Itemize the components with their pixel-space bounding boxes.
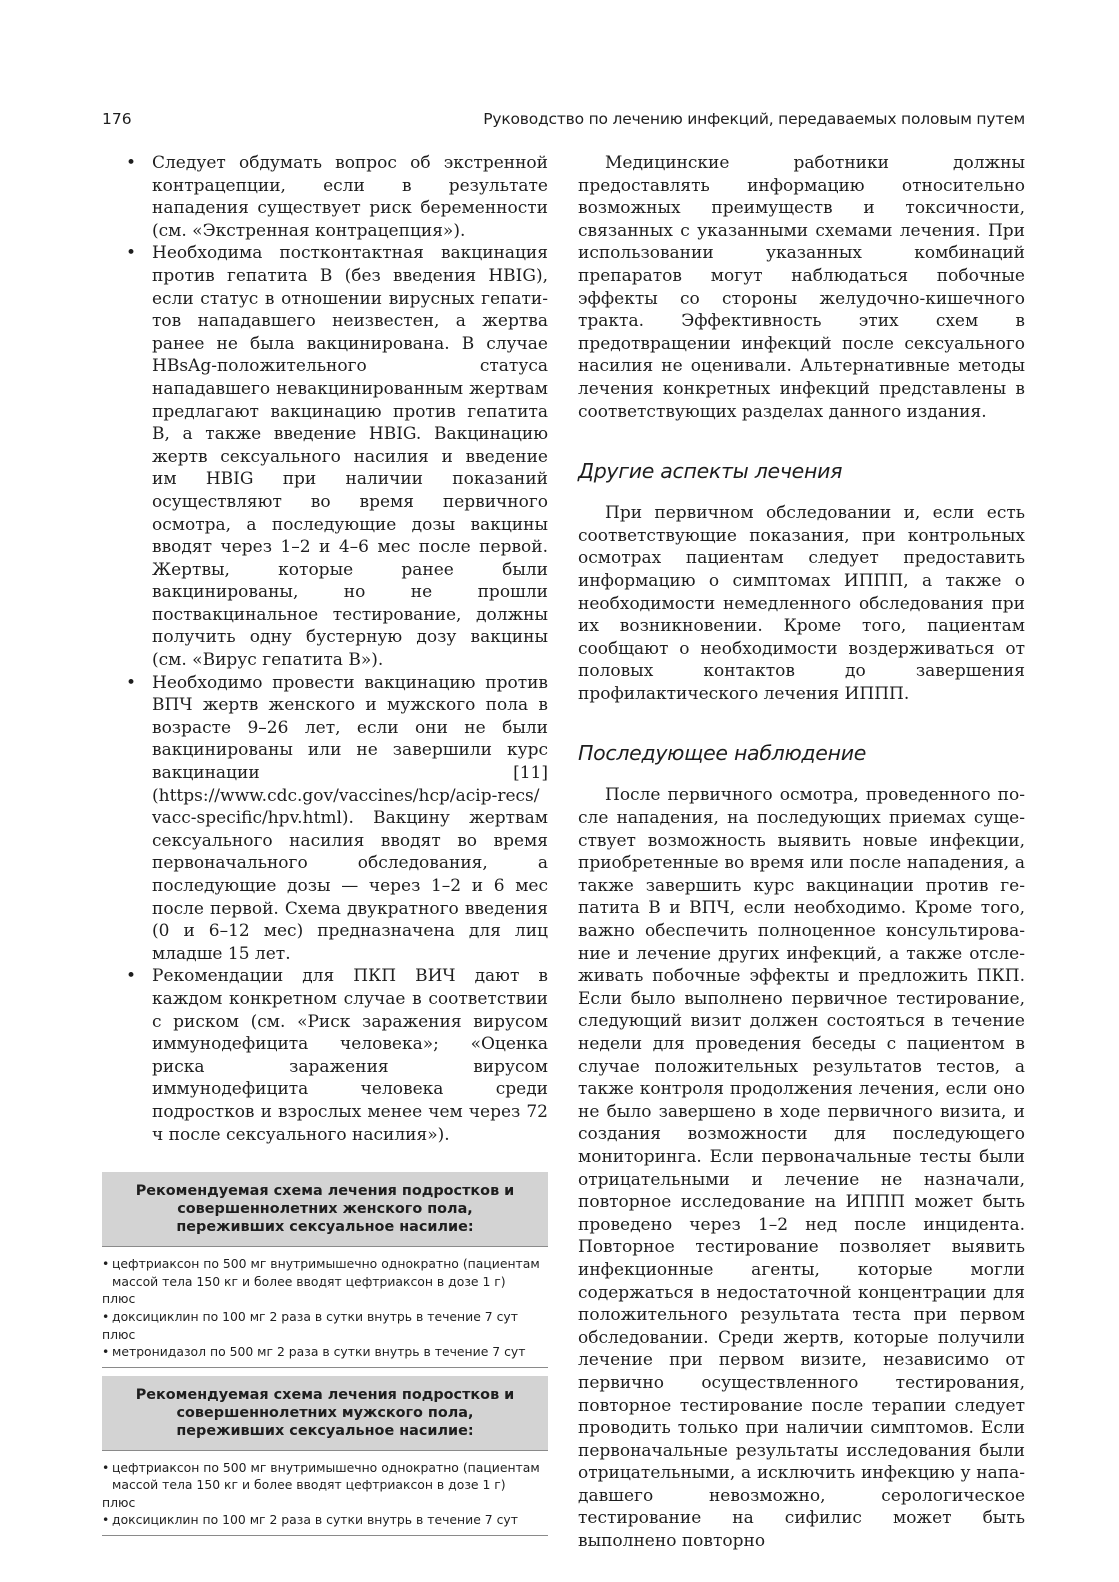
- running-header: [102, 110, 1025, 134]
- bullet-hpv-vaccination: • Необходимо провести вакцинацию против ВПЧ жертв женского и мужского пола в возрасте 9–26 лет, если они не были вакцинированы или не завершили курс вакцинации [11] (https://www.cdc.gov/vaccines/hcp/acip-recs/ vacc-specific/hpv.html). Вакцину жертвам сексуального насилия вводят во время первоначального обследования, а последующие дозы — через 1–2 и 6 мес после первой. Схема двукратного введения (0 и 6–12 мес) предназначена для лиц младше 15 лет.: [102, 672, 548, 966]
- bullet-list: [102, 152, 548, 1146]
- section-heading-follow-up: Последующее наблюдение: [578, 741, 867, 766]
- regimen-plus: плюс: [102, 1326, 136, 1342]
- regimen-item-ceftriaxone: • цефтриаксон по 500 мг внутримышечно однократно (пациентам массой тела 150 кг и более вводят цефтриаксон в дозе 1 г): [102, 1459, 548, 1494]
- regimen-plus: плюс: [102, 1494, 136, 1510]
- regimen-item-doxycycline: • доксициклин по 100 мг 2 раза в сутки внутрь в течение 7 сут: [102, 1511, 548, 1529]
- bullet-hiv-pep: • Рекомендации для ПКП ВИЧ дают в каждом конкретном случае в соответствии с риском (см. «Риск заражения вирусом иммунодефицита человека»; «Оценка риска заражения вирусом иммунодефицита человека среди подростков и взрослых менее чем через 72 ч после сексуального насилия»).: [102, 965, 548, 1146]
- other-aspects-paragraph: При первичном обследовании и, если есть соответствующие показания, при контрольных осмотрах пациентам следует предоставить информацию о симптомах ИППП, а также о необходимости немедленного обследования при их возникновении. Кроме того, пациентам сообщают о необходимости воздерживаться от половых контактов до завершения профилактического лечения ИППП.: [578, 503, 1025, 704]
- section-heading-other-aspects: Другие аспекты лечения: [578, 459, 843, 484]
- left-column: [102, 152, 548, 1536]
- follow-up-paragraph: После первичного осмотра, проведенного после нападения, на последующих приемах существует возможность выявить новые инфекции, приобретенные во время или после нападения, а также завершить курс вакцинации против гепатита В и ВПЧ, если необходимо. Кроме того, важно обеспечить полноценное консультирование и лечение других инфекций, а также отслеживать побочные эффекты и предложить ПКП. Если было выполнено первичное тестирование, следующий визит должен состояться в течение недели для проведения беседы с пациентом в случае положительных результатов тестов, а также контроля продолжения лечения, если оно не было завершено в ходе первичного визита, и создания возможности для последующего мониторинга. Если первоначальные тесты были отрицательными и лечение не назначали, повторное исследование на ИППП может быть проведено через 1–2 нед после инцидента. Повторное тестирование позволяет выявить инфекционные агенты, которые могли содержаться в недостаточной концентрации для положительного результата теста при первом обследовании. Среди жертв, которые получили лечение при первом визите, независимо от первично осуществленного тестирования, повторное тестирование после терапии следует проводить только при наличии симптомов. Если первоначальные результаты исследования были отрицательными, а исключить инфекцию у нападавшего невозможно, серологическое тестирование на сифилис может быть выполнено повторно: [578, 785, 1025, 1552]
- bullet-hepatitis-b-vaccination: • Необходима постконтактная вакцинация против гепатита В (без введения HBIG), если статус в отношении вирусных гепатитов нападавшего неизвестен, а жертва ранее не была вакцинирована. В случае HBsAg-положительного статуса нападавшего невакцинированным жертвам предлагают вакцинацию против гепатита В, а также введение HBIG. Вакцинацию жертв сексуального насилия и введение им HBIG при наличии показаний осуществляют во время первичного осмотра, а последующие дозы вакцины вводят через 1–2 и 4–6 мес после первой. Жертвы, которые ранее были вакцинированы, но не прошли поствакцинальное тестирование, должны получить одну бустерную дозу вакцины (см. «Вирус гепатита В»).: [102, 242, 548, 671]
- regimen-item-ceftriaxone: • цефтриаксон по 500 мг внутримышечно однократно (пациентам массой тела 150 кг и более вводят цефтриаксон в дозе 1 г): [102, 1255, 548, 1290]
- regimen-title: Рекомендуемая схема лечения подростков и совершеннолетних мужского пола, переживших сексуальное насилие:: [102, 1376, 548, 1451]
- regimen-title: Рекомендуемая схема лечения подростков и совершеннолетних женского пола, переживших сексуальное насилие:: [102, 1172, 548, 1247]
- regimen-list: [102, 1451, 548, 1536]
- right-column: [578, 152, 1025, 1553]
- regimen-box-female: [102, 1172, 548, 1368]
- bullet-emergency-contraception: • Следует обдумать вопрос об экстренной контрацепции, если в результате нападения существует риск беременности (см. «Экстренная контрацепция»).: [102, 152, 548, 242]
- running-title: Руководство по лечению инфекций, передаваемых половым путем: [483, 110, 1025, 128]
- regimen-box-male: [102, 1376, 548, 1536]
- regimen-item-metronidazole: • метронидазол по 500 мг 2 раза в сутки внутрь в течение 7 сут: [102, 1343, 548, 1361]
- regimen-item-doxycycline: • доксициклин по 100 мг 2 раза в сутки внутрь в течение 7 сут: [102, 1308, 548, 1326]
- regimen-list: [102, 1247, 548, 1368]
- regimen-plus: плюс: [102, 1291, 136, 1307]
- page-number: 176: [102, 110, 132, 128]
- intro-paragraph: Медицинские работники должны предоставлять информацию относительно возможных преимуществ и токсичности, связанных с указанными схемами лечения. При использовании указанных комбинаций препаратов могут наблюдаться побочные эффекты со стороны желудочно-кишечного тракта. Эффективность этих схем в предотвращении инфекций после сексуального насилия не оценивали. Альтернативные методы лечения конкретных инфекций представлены в соответствующих разделах данного издания.: [578, 153, 1025, 422]
